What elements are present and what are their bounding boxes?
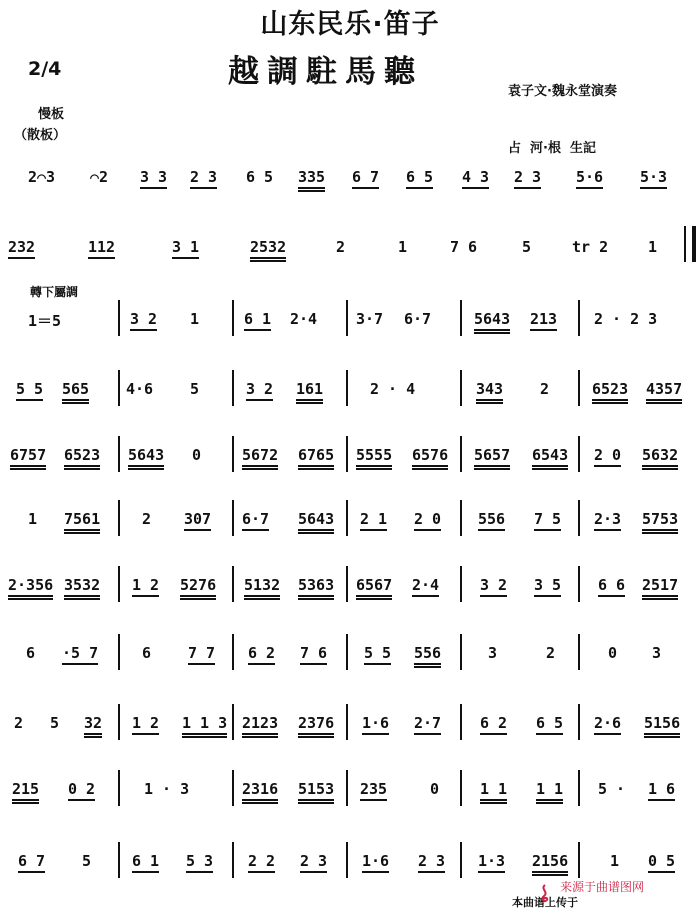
barline (232, 842, 234, 878)
credits-performers: 袁子文·魏永堂演奏 (508, 84, 617, 99)
note-group: 2⌒3 (28, 168, 56, 186)
barline (460, 300, 462, 336)
note-group: 1·6 (362, 714, 389, 735)
note-group: 6 6 (598, 576, 625, 597)
note-group: 5 (522, 238, 532, 256)
note-group: 5555 (356, 446, 392, 470)
note-group: 2 (14, 714, 24, 732)
barline (346, 370, 348, 406)
note-group: 6523 (64, 446, 100, 470)
note-group: 3 (488, 644, 498, 662)
barline (346, 770, 348, 806)
barline (460, 770, 462, 806)
note-group: 6 2 (480, 714, 507, 735)
note-group: 5·6 (576, 168, 603, 189)
note-group: 6·7 (404, 310, 432, 328)
note-group: 1 (190, 310, 200, 328)
note-group: 5 (82, 852, 92, 870)
barline (460, 842, 462, 878)
note-group: 2·3 (594, 510, 621, 531)
note-group: 556 (478, 510, 505, 531)
note-group: 6 5 (536, 714, 563, 735)
barline (578, 770, 580, 806)
note-group: 215 (12, 780, 39, 804)
treble-clef-logo-icon (536, 884, 554, 904)
note-group: 565 (62, 380, 89, 404)
note-group: 6 (142, 644, 152, 662)
barline (578, 500, 580, 536)
barline (232, 634, 234, 670)
note-group: 343 (476, 380, 503, 404)
barline (118, 704, 120, 740)
note-group: 5363 (298, 576, 334, 600)
barline (118, 500, 120, 536)
note-group: 1 6 (648, 780, 675, 801)
note-group: tr 2 (572, 238, 609, 256)
notation-line-2 (0, 238, 700, 278)
note-group: 7561 (64, 510, 100, 534)
note-group: 6765 (298, 446, 334, 470)
note-group: 161 (296, 380, 323, 404)
note-group: 5132 (244, 576, 280, 600)
note-group: 1 · 3 (144, 780, 190, 798)
note-group: 1 1 (480, 780, 507, 804)
barline (460, 500, 462, 536)
watermark: 来源于曲谱图网 (560, 880, 645, 894)
note-group: 2·4 (412, 576, 439, 597)
barline (346, 842, 348, 878)
barline (578, 634, 580, 670)
barline (578, 300, 580, 336)
note-group: 5 · (598, 780, 626, 798)
tempo-marking-free: （散板） (14, 128, 67, 143)
barline (232, 770, 234, 806)
note-group: 2123 (242, 714, 278, 738)
note-group: 6·7 (242, 510, 269, 531)
note-group: 2·4 (290, 310, 318, 328)
note-group: 2 0 (594, 446, 621, 467)
note-group: 5672 (242, 446, 278, 470)
note-group: 6 1 (132, 852, 159, 873)
barline (118, 566, 120, 602)
barline (460, 566, 462, 602)
note-group: 6 7 (352, 168, 379, 189)
note-group: 112 (88, 238, 115, 259)
piece-title: 越調駐馬聽 (228, 54, 423, 90)
credits-transcribers: 占 河·根 生記 (508, 141, 597, 156)
time-signature: 2/4 (28, 58, 62, 80)
note-group: 235 (360, 780, 387, 801)
score-title: 山东民乐·笛子 (260, 9, 440, 40)
note-group: 0 (608, 644, 618, 662)
note-group: 2532 (250, 238, 286, 262)
notation-line-8 (0, 644, 700, 684)
note-group: 5 3 (186, 852, 213, 873)
note-group: 1 2 (132, 714, 159, 735)
note-group: 5276 (180, 576, 216, 600)
note-group: 3 2 (246, 380, 273, 401)
note-group: 3 3 (140, 168, 167, 189)
note-group: 3 2 (130, 310, 157, 331)
barline (232, 300, 234, 336)
note-group: 7 5 (534, 510, 561, 531)
note-group: 6 7 (18, 852, 45, 873)
notation-line-7 (0, 576, 700, 616)
note-group: 3 1 (172, 238, 199, 259)
barline (578, 436, 580, 472)
note-group: 2·7 (414, 714, 441, 735)
barline (578, 566, 580, 602)
note-group: 5153 (298, 780, 334, 804)
note-group: 1 1 3 (182, 714, 227, 738)
note-group: 3532 (64, 576, 100, 600)
note-group: 2 3 (190, 168, 217, 189)
note-group: 5 (50, 714, 60, 732)
note-group: 335 (298, 168, 325, 192)
note-group: 5657 (474, 446, 510, 470)
note-group: 2 3 (300, 852, 327, 873)
footer-note: 本曲谱上传于 (512, 896, 578, 909)
note-group: 2376 (298, 714, 334, 738)
barline (460, 436, 462, 472)
note-group: 2·356 (8, 576, 53, 600)
barline (578, 370, 580, 406)
note-group: 1 1 (536, 780, 563, 804)
note-group: 2 (546, 644, 556, 662)
notation-line-9 (0, 714, 700, 754)
barline (232, 566, 234, 602)
note-group: 1 (28, 510, 38, 528)
barline (346, 704, 348, 740)
note-group: 4·6 (126, 380, 154, 398)
note-group: 1 2 (132, 576, 159, 597)
note-group: ⌒2 (90, 168, 109, 186)
note-group: 1·6 (362, 852, 389, 873)
note-group: 2 0 (414, 510, 441, 531)
note-group: 6576 (412, 446, 448, 470)
note-group: 2 · 2 3 (594, 310, 658, 328)
barline (118, 300, 120, 336)
note-group: 2 3 (418, 852, 445, 873)
double-barline (684, 226, 696, 262)
note-group: 7 6 (300, 644, 327, 665)
notation-line-5 (0, 446, 700, 486)
barline (232, 370, 234, 406)
note-group: 1·3 (478, 852, 505, 873)
note-group: 2 (142, 510, 152, 528)
note-group: 7 6 (450, 238, 478, 256)
note-group: 1 (648, 238, 658, 256)
barline (460, 370, 462, 406)
note-group: 5643 (474, 310, 510, 334)
key-signature: 1＝5 (28, 312, 62, 330)
notation-line-4 (0, 380, 700, 420)
note-group: 2156 (532, 852, 568, 876)
note-group: 6 (26, 644, 36, 662)
note-group: 3 2 (480, 576, 507, 597)
barline (232, 704, 234, 740)
note-group: 232 (8, 238, 35, 259)
note-group: 2 (540, 380, 550, 398)
note-group: 4357 (646, 380, 682, 404)
note-group: 2517 (642, 576, 678, 600)
barline (346, 566, 348, 602)
barline (346, 634, 348, 670)
notation-line-10 (0, 780, 700, 820)
barline (578, 842, 580, 878)
note-group: 2 · 4 (370, 380, 416, 398)
note-group: 0 (430, 780, 440, 798)
note-group: 2 (336, 238, 346, 256)
note-group: 3 5 (534, 576, 561, 597)
note-group: 0 (192, 446, 202, 464)
note-group: 6 2 (248, 644, 275, 665)
barline (346, 300, 348, 336)
barline (460, 704, 462, 740)
note-group: 5 (190, 380, 200, 398)
barline (578, 704, 580, 740)
note-group: 4 3 (462, 168, 489, 189)
tempo-marking: 慢板 (38, 107, 65, 122)
note-group: 1 (398, 238, 408, 256)
note-group: 6567 (356, 576, 392, 600)
note-group: 5 5 (364, 644, 391, 665)
note-group: 5·3 (640, 168, 667, 189)
note-group: 3·7 (356, 310, 384, 328)
note-group: 2 1 (360, 510, 387, 531)
note-group: 2 2 (248, 852, 275, 873)
barline (118, 842, 120, 878)
note-group: 6 1 (244, 310, 271, 331)
note-group: 6543 (532, 446, 568, 470)
note-group: 0 2 (68, 780, 95, 801)
notation-line-6 (0, 510, 700, 550)
note-group: 213 (530, 310, 557, 331)
note-group: 2316 (242, 780, 278, 804)
note-group: 5632 (642, 446, 678, 470)
note-group: 6 5 (406, 168, 433, 189)
note-group: 5753 (642, 510, 678, 534)
notation-line-1 (0, 168, 700, 208)
note-group: 6757 (10, 446, 46, 470)
note-group: 7 7 (188, 644, 215, 665)
note-group: 2·6 (594, 714, 621, 735)
modulation-label: 轉下屬調 (30, 285, 79, 299)
note-group: 6523 (592, 380, 628, 404)
barline (232, 436, 234, 472)
notation-line-3 (0, 310, 700, 350)
note-group: 556 (414, 644, 441, 668)
barline (118, 634, 120, 670)
note-group: 5 5 (16, 380, 43, 401)
barline (118, 436, 120, 472)
note-group: 1 (610, 852, 620, 870)
note-group: 6 5 (246, 168, 274, 186)
barline (346, 500, 348, 536)
note-group: 5643 (298, 510, 334, 534)
barline (346, 436, 348, 472)
barline (118, 370, 120, 406)
note-group: 2 3 (514, 168, 541, 189)
note-group: 307 (184, 510, 211, 531)
note-group: ·5 7 (62, 644, 98, 665)
credits (508, 44, 617, 177)
barline (118, 770, 120, 806)
barline (232, 500, 234, 536)
note-group: 5156 (644, 714, 680, 738)
barline (460, 634, 462, 670)
note-group: 5643 (128, 446, 164, 470)
note-group: 32 (84, 714, 102, 738)
note-group: 0 5 (648, 852, 675, 873)
note-group: 3 (652, 644, 662, 662)
